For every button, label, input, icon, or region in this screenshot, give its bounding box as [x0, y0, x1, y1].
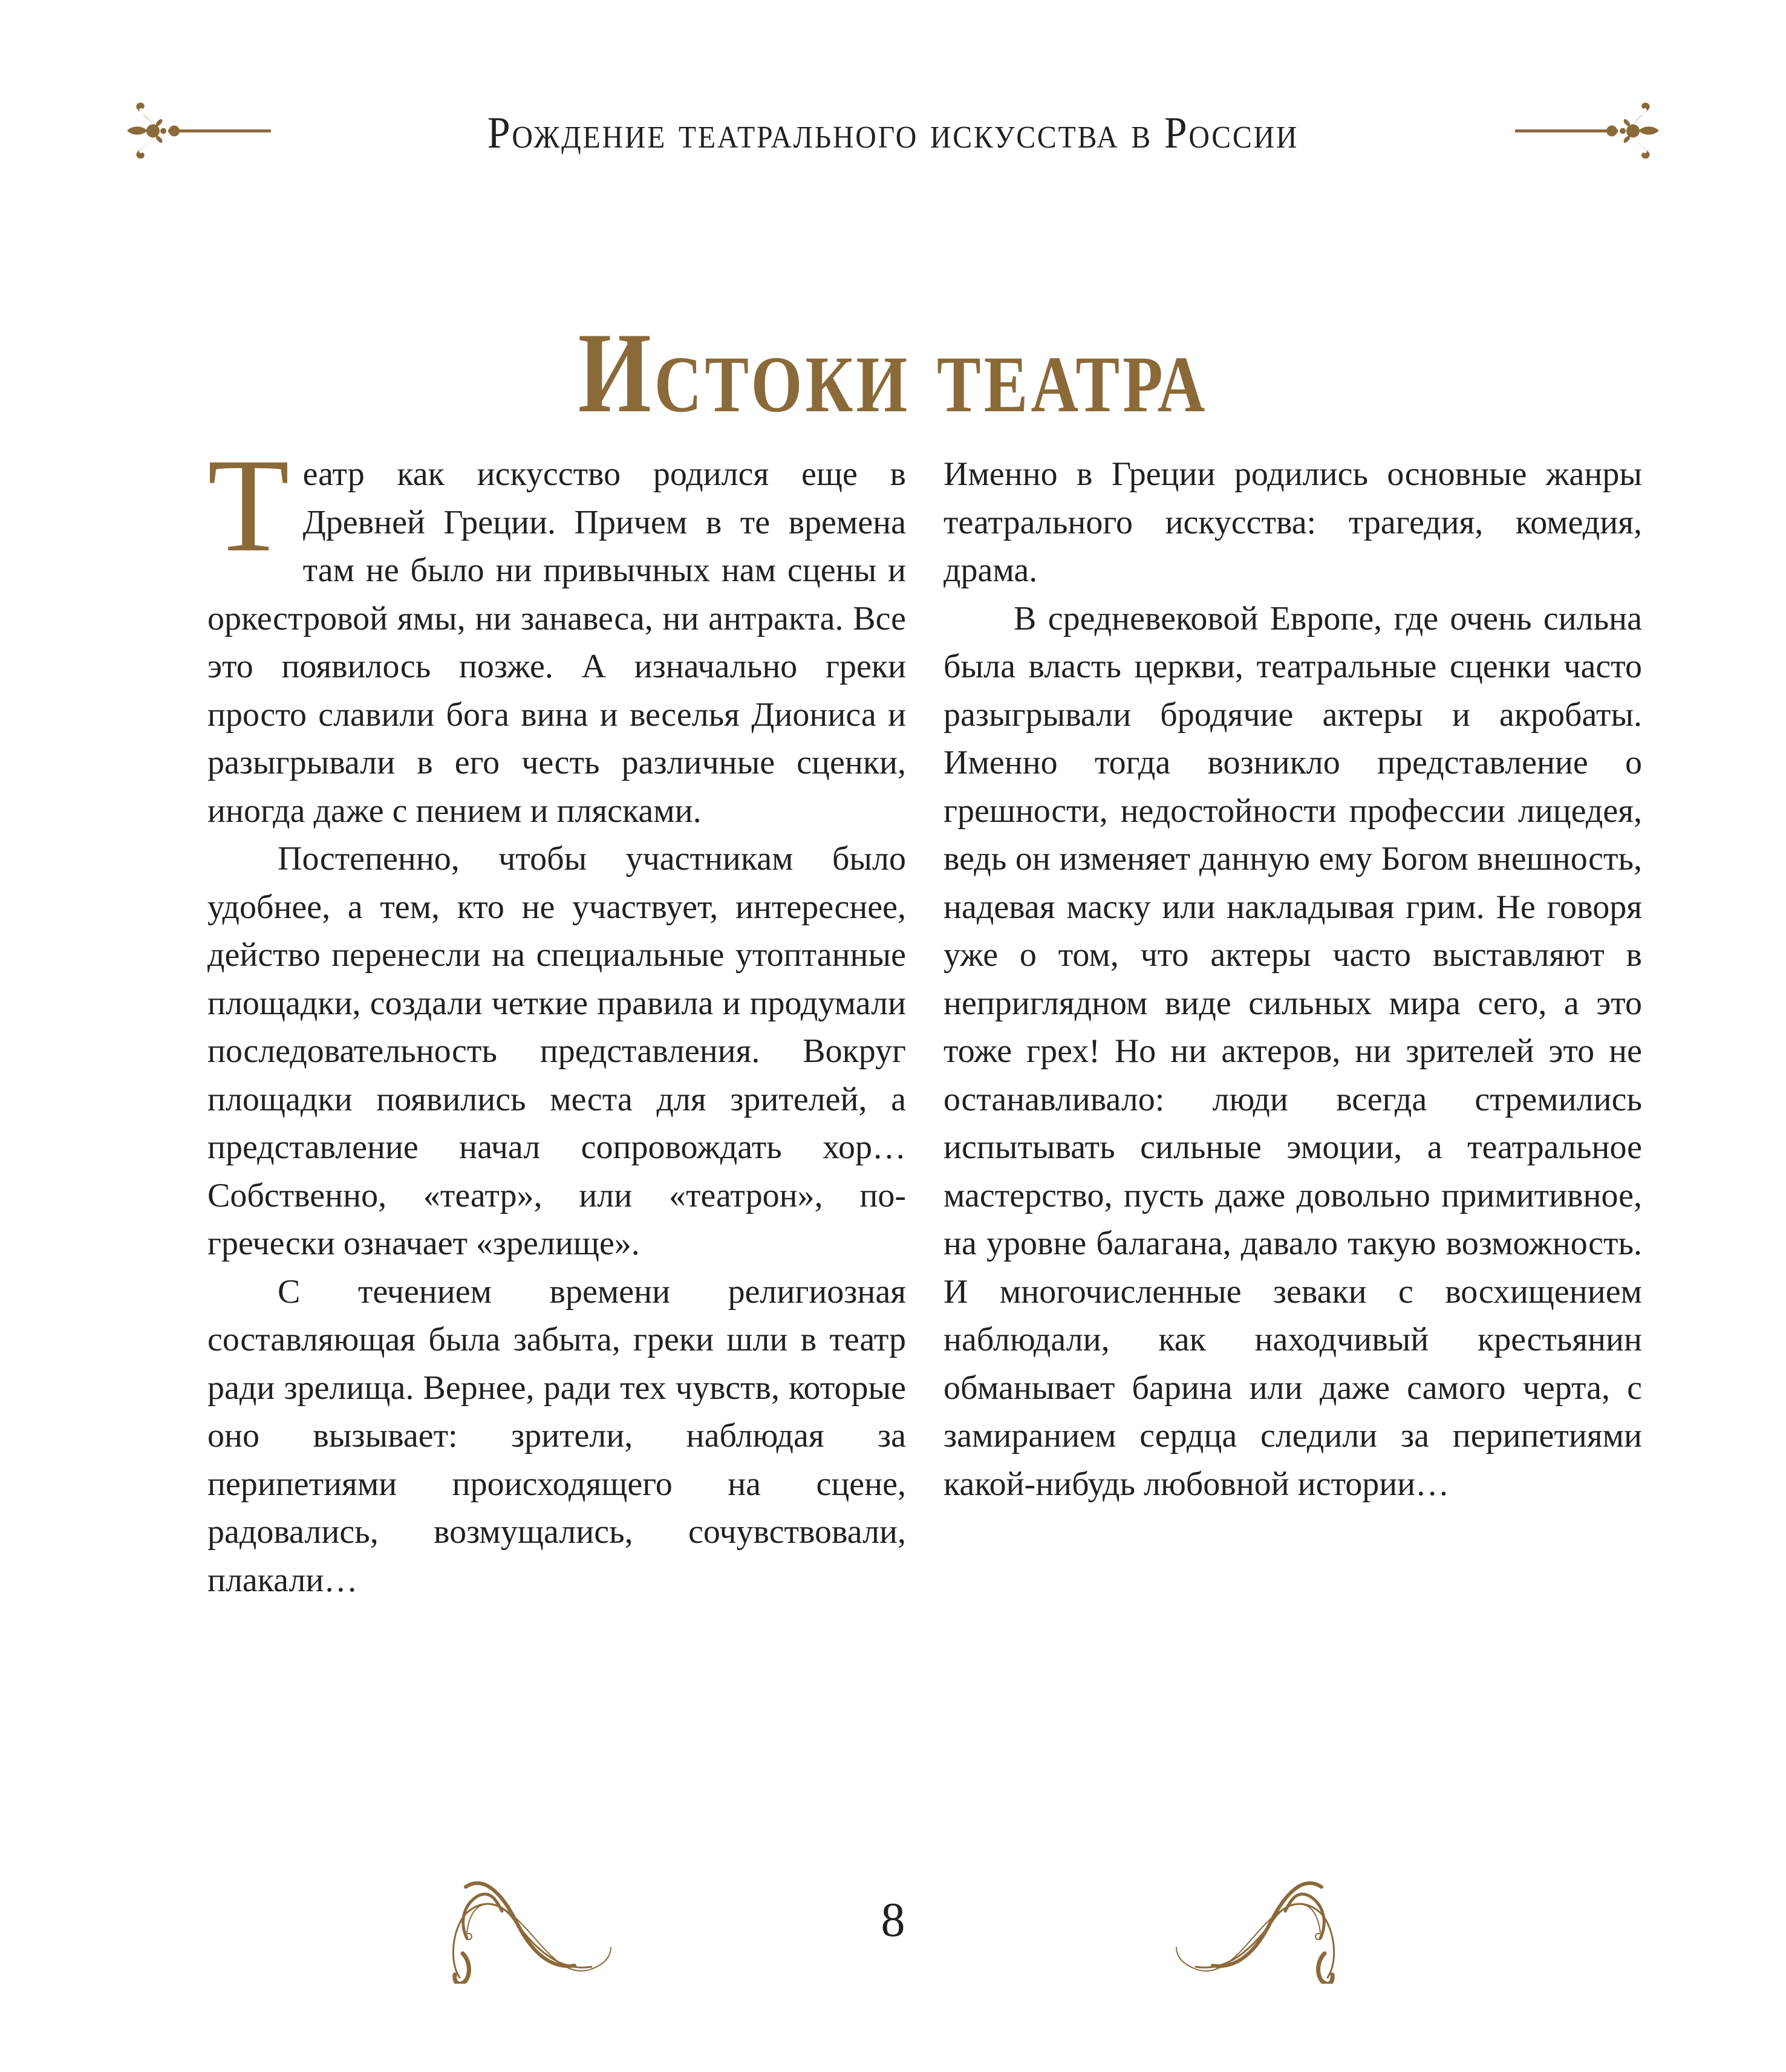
- paragraph: Постепенно, чтобы участникам было удобнее, а тем, кто не участвует, интереснее, действо перенесли на специальные утоптанные площадки, создали четкие правила и продумали последовательность представления. Вокруг площадки появились места для зрителей, а представление начал сопровождать хор… Собственно, «театр», или «театрон», по-гречески означает «зрелище».: [207, 840, 906, 1262]
- page-footer: [0, 1863, 1786, 2002]
- right-column: [944, 451, 1642, 1508]
- paragraph: Именно в Греции родились основные жанры театрального искусства: трагедия, комедия, драма.: [944, 455, 1642, 589]
- paragraph-text: еатр как искусство родился еще в Древней Греции. Причем в те времена там не было ни привычных нам сцены и оркестровой ямы, ни занавеса, ни антракта. Все это появилось позже. А изначально греки просто славили бога вина и веселья Диониса и разыгрывали в его честь различные сценки, иногда даже с пением и плясками.: [207, 455, 906, 830]
- swirl-flourish-icon: [1061, 1863, 1352, 1984]
- running-header: [0, 97, 1786, 169]
- paragraph: [207, 431, 906, 835]
- left-column: [207, 431, 906, 1604]
- running-title: Рождение театрального искусства в России: [487, 108, 1299, 158]
- page-number: 8: [881, 1894, 905, 1947]
- paragraph: С течением времени религиозная составляющая была забыта, греки шли в театр ради зрелища. Вернее, ради тех чувств, которые оно вызывает: зрители, наблюдая за перипетиями происходящего на сцене, радовались, возмущались, сочувствовали, плакали…: [207, 1272, 906, 1599]
- fleur-ornament-icon: [1515, 100, 1660, 161]
- drop-cap: Т: [207, 431, 290, 580]
- chapter-title: Истоки театра: [578, 310, 1208, 437]
- paragraph: В средневековой Европе, где очень сильна была власть церкви, театральные сценки часто разыгрывали бродячие актеры и акробаты. Именно тогда возникло представление о грешности, недостойности профессии лицедея, ведь он изменяет данную ему Богом внешность, надевая маску или накладывая грим. Не говоря уже о том, что актеры часто выставляют в неприглядном виде сильных мира сего, а это тоже грех! Но ни актеров, ни зрителей это не останавливало: люди всегда стремились испытывать сильные эмоции, а театральное мастерство, пусть даже довольно примитивное, на уровне балагана, давало такую возможность. И многочисленные зеваки с восхищением наблюдали, как находчивый крестьянин обманывает барина или даже самого черта, с замиранием сердца следили за перипетиями какой-нибудь любовной истории…: [944, 599, 1642, 1503]
